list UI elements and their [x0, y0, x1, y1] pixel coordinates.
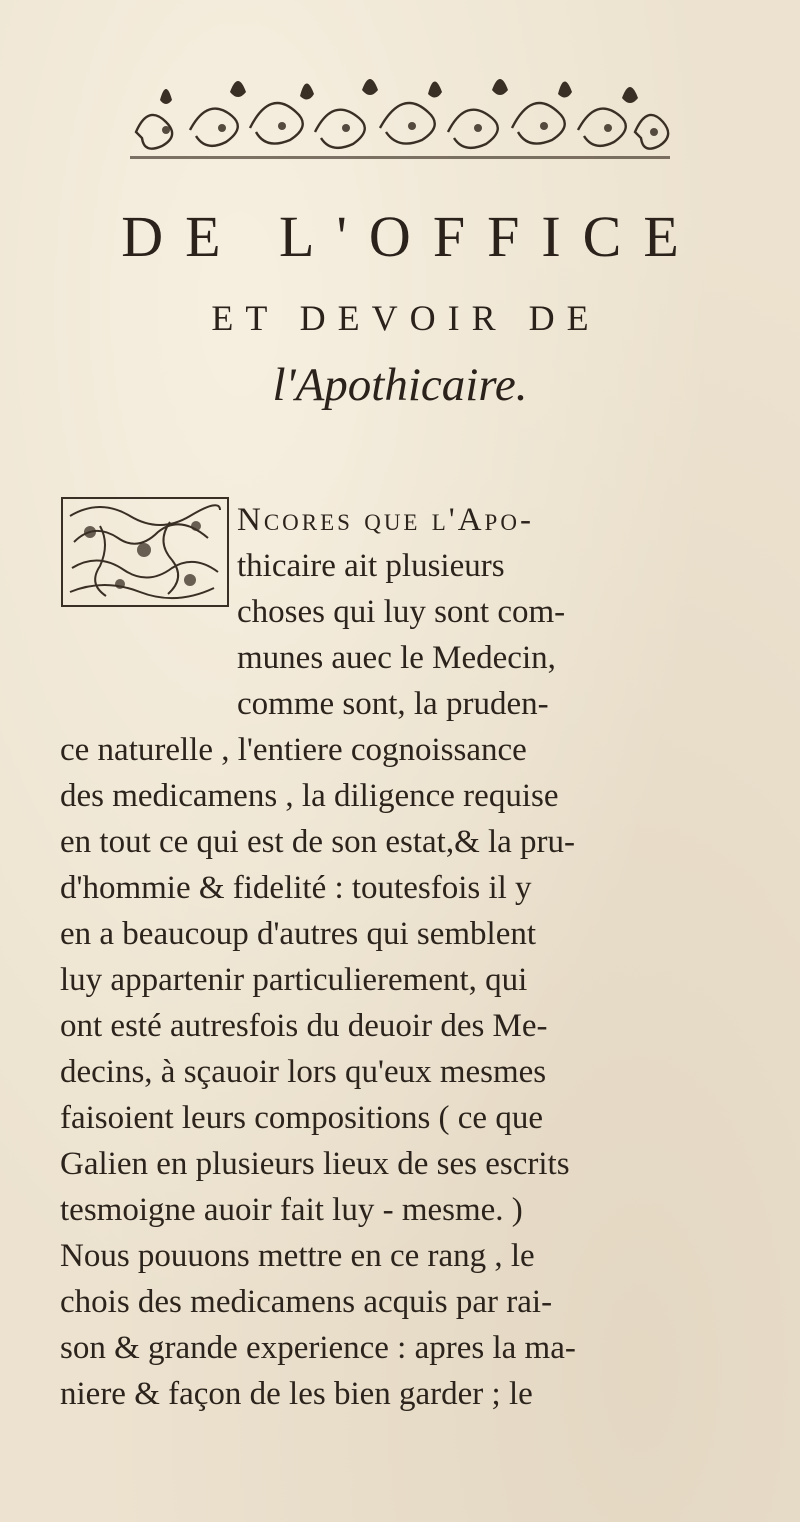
body-line: en a beaucoup d'autres qui semblent: [60, 916, 537, 952]
body-line: munes auec le Medecin,: [237, 640, 556, 676]
body-line: en tout ce qui est de son estat,& la pru-: [60, 824, 576, 860]
body-line: comme sont, la pruden-: [237, 686, 549, 722]
body-line: niere & façon de les bien garder ; le: [60, 1376, 533, 1412]
body-line: Ncores que l'Apo-: [237, 502, 534, 538]
body-line: decins, à sçauoir lors qu'eux mesmes: [60, 1054, 547, 1090]
floral-headpiece-icon: [130, 70, 670, 170]
body-line: chois des medicamens acquis par rai-: [60, 1284, 553, 1320]
body-line: son & grande experience : apres la ma-: [60, 1330, 576, 1366]
body-line: ont esté autresfois du deuoir des Me-: [60, 1008, 548, 1044]
body-line: tesmoigne auoir fait luy - mesme. ): [60, 1192, 523, 1228]
body-line: d'hommie & fidelité : toutesfois il y: [60, 870, 532, 906]
body-line: Galien en plusieurs lieux de ses escrits: [60, 1146, 570, 1182]
body-line: luy appartenir particulierement, qui: [60, 962, 528, 998]
decorated-initial-block-icon: [60, 496, 230, 608]
title-line1: DE L'OFFICE: [121, 204, 701, 269]
body-line: choses qui luy sont com-: [237, 594, 566, 630]
title-line3: l'Apothicaire.: [272, 359, 528, 411]
body-line: thicaire ait plusieurs: [237, 548, 505, 584]
body-line: Nous pouuons mettre en ce rang , le: [60, 1238, 535, 1274]
body-line: des medicamens , la diligence requise: [60, 778, 559, 814]
title-line2: ET DEVOIR DE: [211, 298, 601, 338]
body-line: faisoient leurs compositions ( ce que: [60, 1100, 543, 1136]
body-line: ce naturelle , l'entiere cognoissance: [60, 732, 527, 768]
